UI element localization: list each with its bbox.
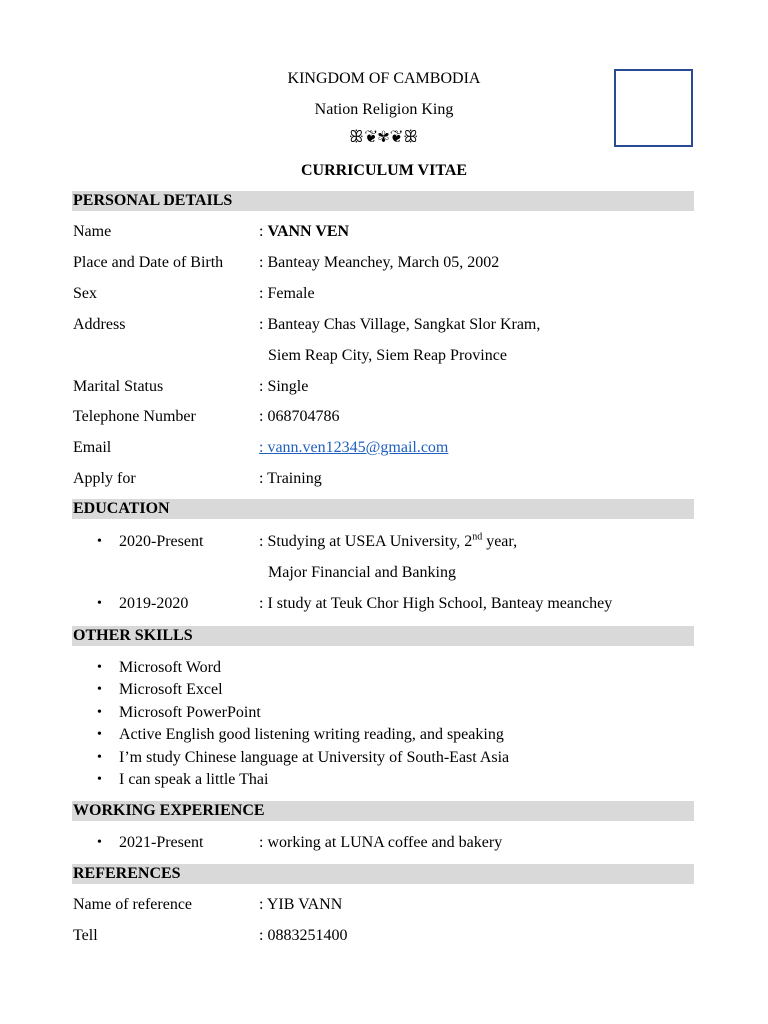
row-sex [73,284,693,304]
bullet-icon: • [97,596,102,611]
value-sex: Female [267,285,315,302]
value-phone-wrap [259,407,339,427]
bullet-icon: • [97,750,102,765]
row-apply [73,469,693,489]
colon: : [259,896,267,913]
colon: : [259,316,268,333]
label-reference-name: Name of reference [73,896,193,913]
skill-text: I can speak a little Thai [119,771,269,788]
country-heading: KINGDOM OF CAMBODIA [287,70,481,87]
colon: : [259,378,268,395]
education-text-2 [259,594,612,614]
education-text-1b: year, [482,533,518,550]
value-apply-wrap [259,469,322,489]
education-text-1-line2: Major Financial and Banking [268,564,456,581]
value-phone: 068704786 [267,408,340,425]
colon: : [259,834,268,851]
education-text-1a: Studying at USEA University, 2 [267,533,473,550]
skill-text: Active English good listening writing reading, and speaking [119,726,504,743]
value-address-line2: Siem Reap City, Siem Reap Province [268,347,507,364]
colon: : [259,285,268,302]
experience-period-1: 2021-Present [119,834,204,851]
colon: : [259,470,268,487]
section-other-skills: OTHER SKILLS [72,626,694,646]
experience-text-1 [259,833,502,853]
bullet-icon: • [97,534,102,549]
ordinal-suffix: nd [472,531,483,543]
value-marital-wrap [259,377,308,397]
label-reference-tel: Tell [73,927,98,944]
colon: : [259,223,268,240]
ornament-divider: ꕥ❦✾❦ꕥ [348,129,420,146]
photo-placeholder-box [614,69,693,147]
section-education: EDUCATION [72,499,694,519]
education-period-2: 2019-2020 [119,595,189,612]
label-birth: Place and Date of Birth [73,254,224,271]
experience-text-1-value: working at LUNA coffee and bakery [267,834,503,851]
label-phone: Telephone Number [73,408,196,425]
colon: : [259,439,268,456]
document-title: CURRICULUM VITAE [300,162,468,179]
row-reference-name [73,895,693,915]
value-birth-wrap [259,253,499,273]
row-email [73,438,693,458]
value-apply: Training [267,470,322,487]
label-email: Email [73,439,112,456]
education-period-1: 2020-Present [119,533,204,550]
value-reference-name-wrap [259,895,342,915]
section-references: REFERENCES [72,864,694,884]
row-reference-tel [73,926,693,946]
value-email: vann.ven12345@gmail.com [267,439,449,456]
colon: : [259,595,268,612]
label-apply: Apply for [73,470,136,487]
value-reference-name: YIB VANN [266,896,343,913]
skill-text: Microsoft Excel [119,681,223,698]
value-marital: Single [267,378,309,395]
value-address-wrap [259,315,540,335]
skill-text: Microsoft PowerPoint [119,704,261,721]
value-birth: Banteay Meanchey, March 05, 2002 [267,254,500,271]
colon: : [259,254,268,271]
colon: : [259,927,268,944]
bullet-icon: • [97,727,102,742]
bullet-icon: • [97,705,102,720]
row-address [73,315,693,335]
value-address-line1: Banteay Chas Village, Sangkat Slor Kram, [267,316,541,333]
label-name: Name [73,223,112,240]
education-text-1 [259,532,517,552]
skill-text: I’m study Chinese language at University of South-East Asia [119,749,510,766]
value-name: VANN VEN [267,223,350,240]
label-marital: Marital Status [73,378,164,395]
label-sex: Sex [73,285,97,302]
colon: : [259,408,268,425]
label-address: Address [73,316,126,333]
email-link[interactable] [259,439,448,456]
row-marital [73,377,693,397]
motto-heading: Nation Religion King [314,101,454,118]
section-working-experience: WORKING EXPERIENCE [72,801,694,821]
bullet-icon: • [97,772,102,787]
bullet-icon: • [97,682,102,697]
colon: : [259,533,268,550]
education-text-2-value: I study at Teuk Chor High School, Banteay meanchey [267,595,613,612]
section-personal-details: PERSONAL DETAILS [72,191,694,211]
value-name-wrap [259,222,349,242]
skill-text: Microsoft Word [119,659,221,676]
bullet-icon: • [97,835,102,850]
row-phone [73,407,693,427]
bullet-icon: • [97,660,102,675]
row-name [73,222,693,242]
value-email-wrap [259,438,448,458]
value-sex-wrap [259,284,315,304]
value-reference-tel-wrap [259,926,347,946]
row-birth [73,253,693,273]
value-reference-tel: 0883251400 [267,927,348,944]
